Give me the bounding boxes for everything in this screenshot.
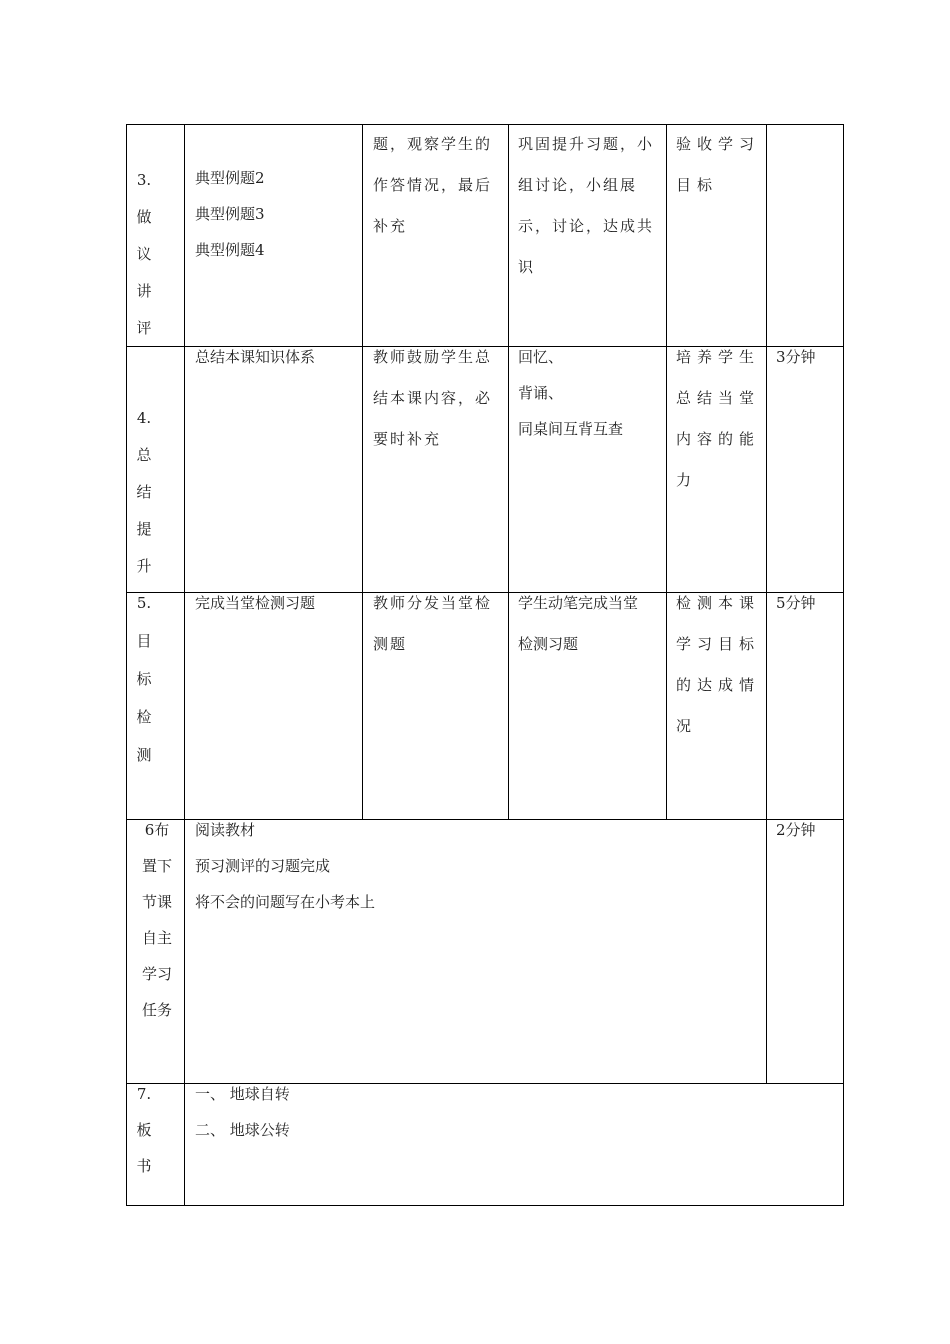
stage-text: 提: [136, 520, 152, 538]
stage-text: 4.: [136, 409, 152, 427]
teacher-activity-text: 题，观察学生的: [373, 135, 493, 153]
student-activity-text: 同桌间互背互查: [518, 420, 624, 438]
column-divider: [508, 124, 509, 819]
lesson-plan-table: [126, 124, 844, 1206]
stage-text: 讲: [136, 282, 152, 300]
stage-text: 检: [136, 708, 152, 726]
design-intent-text: 况: [676, 717, 698, 735]
board-plan-text: 一、 地球自转: [195, 1085, 290, 1103]
student-activity-text: 背诵、: [518, 384, 564, 402]
table-border-left: [126, 124, 127, 1206]
stage-text: 目: [136, 632, 152, 650]
student-activity-cell: [518, 339, 623, 447]
student-activity-text: 示，讨论，达成共: [518, 217, 655, 235]
board-plan-text: 二、 地球公转: [195, 1121, 290, 1139]
design-intent-cell: [676, 124, 760, 206]
teacher-activity-text: 作答情况，最后: [373, 176, 493, 194]
stage-text: 6布: [144, 821, 170, 839]
design-intent-text: 检测本课: [676, 594, 761, 612]
content-text: 典型例题4: [195, 241, 265, 259]
design-intent-text: 学习目标: [676, 635, 761, 653]
stage-cell: [128, 584, 160, 774]
stage-text: 置下: [141, 857, 172, 875]
time-cell: [776, 593, 816, 613]
student-activity-text: 学生动笔完成当堂: [518, 594, 639, 612]
stage-text: 测: [136, 746, 152, 764]
teacher-activity-text: 教师分发当堂检: [373, 594, 493, 612]
student-activity-text: 识: [518, 258, 536, 276]
stage-text: 5.: [136, 594, 152, 612]
content-text: 完成当堂检测习题: [195, 594, 316, 612]
teacher-activity-cell: [373, 337, 492, 460]
stage-cell: [128, 162, 160, 347]
content-text: 总结本课知识体系: [195, 348, 316, 366]
design-intent-text: 内容的能: [676, 430, 761, 448]
stage-cell: [128, 1076, 160, 1184]
teacher-activity-text: 测题: [373, 635, 408, 653]
teacher-activity-text: 结本课内容，必: [373, 389, 493, 407]
content-text: 阅读教材: [195, 821, 256, 839]
stage-text: 评: [136, 319, 152, 337]
content-cell: [195, 812, 375, 920]
stage-text: 节课: [141, 893, 172, 911]
student-activity-text: 回忆、: [518, 348, 564, 366]
teacher-activity-cell: [373, 583, 492, 665]
time-text: 5分钟: [776, 594, 816, 612]
board-plan-cell: [195, 1076, 290, 1148]
design-intent-text: 培养学生: [676, 348, 761, 366]
stage-text: 3.: [136, 171, 152, 189]
teacher-activity-text: 补充: [373, 217, 408, 235]
column-divider: [362, 124, 363, 819]
student-activity-cell: [518, 124, 654, 288]
content-cell: [195, 593, 315, 613]
table-border-bottom: [126, 1205, 844, 1206]
teacher-activity-cell: [373, 124, 492, 247]
stage-text: 书: [136, 1157, 152, 1175]
content-text: 典型例题3: [195, 205, 265, 223]
content-text: 将不会的问题写在小考本上: [195, 893, 376, 911]
stage-text: 7.: [136, 1085, 152, 1103]
content-cell: [195, 347, 315, 367]
column-divider: [666, 124, 667, 819]
student-activity-text: 组讨论，小组展: [518, 176, 638, 194]
time-text: 3分钟: [776, 348, 816, 366]
stage-text: 标: [136, 670, 152, 688]
column-divider: [184, 124, 185, 1206]
teacher-activity-text: 要时补充: [373, 430, 442, 448]
stage-text: 任务: [141, 1001, 172, 1019]
table-border-right: [843, 124, 844, 1206]
student-activity-cell: [518, 583, 638, 665]
content-text: 预习测评的习题完成: [195, 857, 331, 875]
design-intent-cell: [676, 337, 760, 501]
stage-text: 做: [136, 208, 152, 226]
time-cell: [776, 820, 816, 840]
stage-cell: [130, 812, 184, 1028]
stage-text: 升: [136, 557, 152, 575]
stage-text: 总: [136, 446, 152, 464]
stage-text: 自主: [141, 929, 172, 947]
design-intent-text: 力: [676, 471, 698, 489]
column-divider: [766, 124, 767, 1083]
design-intent-text: 验收学习: [676, 135, 761, 153]
student-activity-text: 检测习题: [518, 635, 579, 653]
stage-text: 板: [136, 1121, 152, 1139]
time-cell: [776, 347, 816, 367]
design-intent-text: 目标: [676, 176, 719, 194]
content-cell: [195, 160, 265, 268]
stage-text: 学习: [141, 965, 172, 983]
content-text: 典型例题2: [195, 169, 265, 187]
design-intent-text: 的达成情: [676, 676, 761, 694]
time-text: 2分钟: [776, 821, 816, 839]
design-intent-cell: [676, 583, 760, 747]
stage-text: 结: [136, 483, 152, 501]
stage-cell: [128, 400, 160, 585]
design-intent-text: 总结当堂: [676, 389, 761, 407]
teacher-activity-text: 教师鼓励学生总: [373, 348, 493, 366]
stage-text: 议: [136, 245, 152, 263]
student-activity-text: 巩固提升习题，小: [518, 135, 655, 153]
